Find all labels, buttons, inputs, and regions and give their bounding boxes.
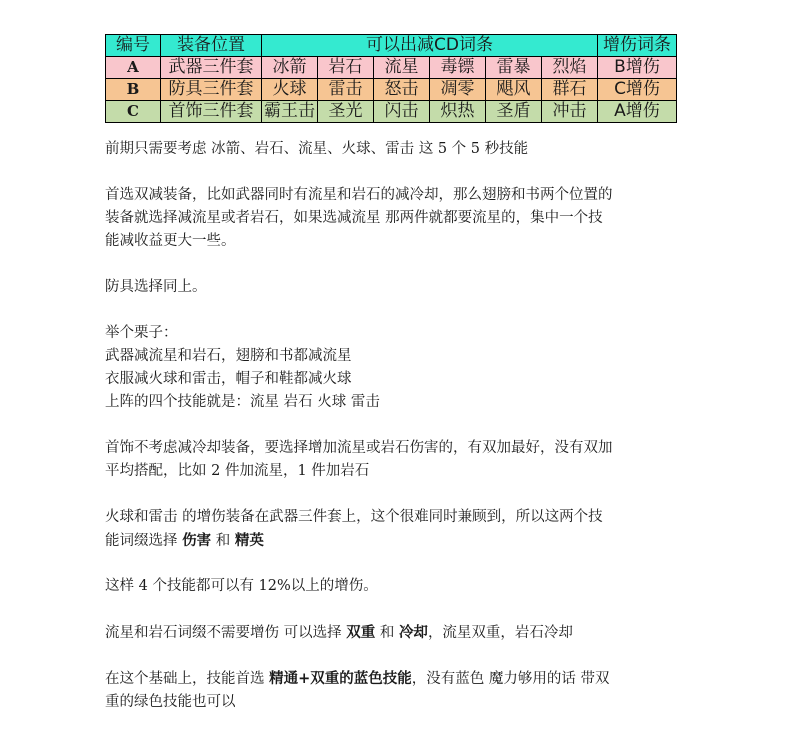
- table-header-row: [106, 35, 677, 57]
- table-row: [106, 57, 677, 79]
- bold-term-elite: 精英: [234, 532, 264, 549]
- header-cd: 可以出减CD词条: [262, 35, 598, 57]
- row-dmg: B增伤: [598, 57, 677, 79]
- paragraph-early-skills: [105, 138, 725, 161]
- row-code: C: [106, 101, 161, 123]
- text-line: [105, 621, 725, 645]
- paragraph-jewelry: [105, 437, 725, 483]
- text-line: 首选双减装备，比如武器同时有流星和岩石的减冷却，那么翅膀和书两个位置的: [105, 187, 613, 203]
- paragraph-armor: [105, 276, 725, 299]
- equipment-table: [105, 34, 677, 123]
- bold-term-blue-skill: 精通+双重的蓝色技能: [269, 670, 412, 687]
- row-skill: 雷暴: [486, 57, 542, 79]
- paragraph-affix-choice: [105, 506, 725, 553]
- text-fragment: 在这个基础上，技能首选: [105, 671, 270, 687]
- row-skill: 火球: [262, 79, 318, 101]
- row-skill: 雷击: [318, 79, 374, 101]
- table-row: [106, 101, 677, 123]
- row-slot: 首饰三件套: [161, 101, 262, 123]
- text-line: 前期只需要考虑 冰箭、岩石、流星、火球、雷击 这 5 个 5 秒技能: [105, 141, 529, 157]
- row-skill: 闪击: [374, 101, 430, 123]
- row-skill: 圣盾: [486, 101, 542, 123]
- bold-term-double: 双重: [346, 624, 376, 641]
- row-skill: 冲击: [542, 101, 598, 123]
- header-slot: 装备位置: [161, 35, 262, 57]
- paragraph-skill-priority: [105, 667, 725, 714]
- header-code: 编号: [106, 35, 161, 57]
- row-skill: 炽热: [430, 101, 486, 123]
- row-code: B: [106, 79, 161, 101]
- bold-term-damage: 伤害: [182, 532, 212, 549]
- row-dmg: A增伤: [598, 101, 677, 123]
- row-skill: 毒镖: [430, 57, 486, 79]
- text-line: 武器减流星和岩石，翅膀和书都减流星: [105, 348, 352, 364]
- text-fragment: ，流星双重，岩石冷却: [427, 625, 573, 641]
- paragraph-example: [105, 322, 725, 414]
- row-skill: 烈焰: [542, 57, 598, 79]
- row-code: A: [106, 57, 161, 79]
- row-skill: 怒击: [374, 79, 430, 101]
- row-slot: 防具三件套: [161, 79, 262, 101]
- text-line: 火球和雷击 的增伤装备在武器三件套上，这个很难同时兼顾到，所以这两个技: [105, 509, 603, 525]
- text-line: 衣服减火球和雷击，帽子和鞋都减火球: [105, 371, 352, 387]
- table-row: [106, 79, 677, 101]
- text-line: 举个栗子：: [105, 325, 178, 341]
- row-skill: 群石: [542, 79, 598, 101]
- row-skill: 凋零: [430, 79, 486, 101]
- text-line: 重的绿色技能也可以: [105, 694, 236, 710]
- header-dmg: 增伤词条: [598, 35, 677, 57]
- row-skill: 圣光: [318, 101, 374, 123]
- row-skill: 岩石: [318, 57, 374, 79]
- paragraph-dual-reduction: [105, 184, 725, 253]
- bold-term-cooldown: 冷却: [398, 624, 428, 641]
- text-line: 装备就选择减流星或者岩石，如果选减流星 那两件就都要流星的，集中一个技: [105, 210, 603, 226]
- text-line: 首饰不考虑减冷却装备，要选择增加流星或岩石伤害的，有双加最好，没有双加: [105, 440, 613, 456]
- text-fragment: 能词缀选择: [105, 533, 183, 549]
- paragraph-meteor-rock: [105, 621, 725, 645]
- row-skill: 飓风: [486, 79, 542, 101]
- row-skill: 霸王击: [262, 101, 318, 123]
- text-line: 这样 4 个技能都可以有 12%以上的增伤。: [105, 578, 378, 594]
- text-line: 上阵的四个技能就是：流星 岩石 火球 雷击: [105, 394, 380, 410]
- text-fragment: ，没有蓝色 魔力够用的话 带双: [411, 671, 610, 687]
- text-fragment: 流星和岩石词缀不需要增伤 可以选择: [105, 625, 347, 641]
- paragraph-bonus: [105, 575, 725, 598]
- text-fragment: 和: [211, 533, 235, 549]
- row-slot: 武器三件套: [161, 57, 262, 79]
- text-line: [105, 667, 725, 691]
- text-line: 能减收益更大一些。: [105, 233, 236, 249]
- text-line: 防具选择同上。: [105, 279, 207, 295]
- row-skill: 流星: [374, 57, 430, 79]
- text-line: [105, 529, 725, 553]
- row-skill: 冰箭: [262, 57, 318, 79]
- text-line: 平均搭配，比如 2 件加流星，1 件加岩石: [105, 463, 370, 479]
- text-fragment: 和: [375, 625, 399, 641]
- row-dmg: C增伤: [598, 79, 677, 101]
